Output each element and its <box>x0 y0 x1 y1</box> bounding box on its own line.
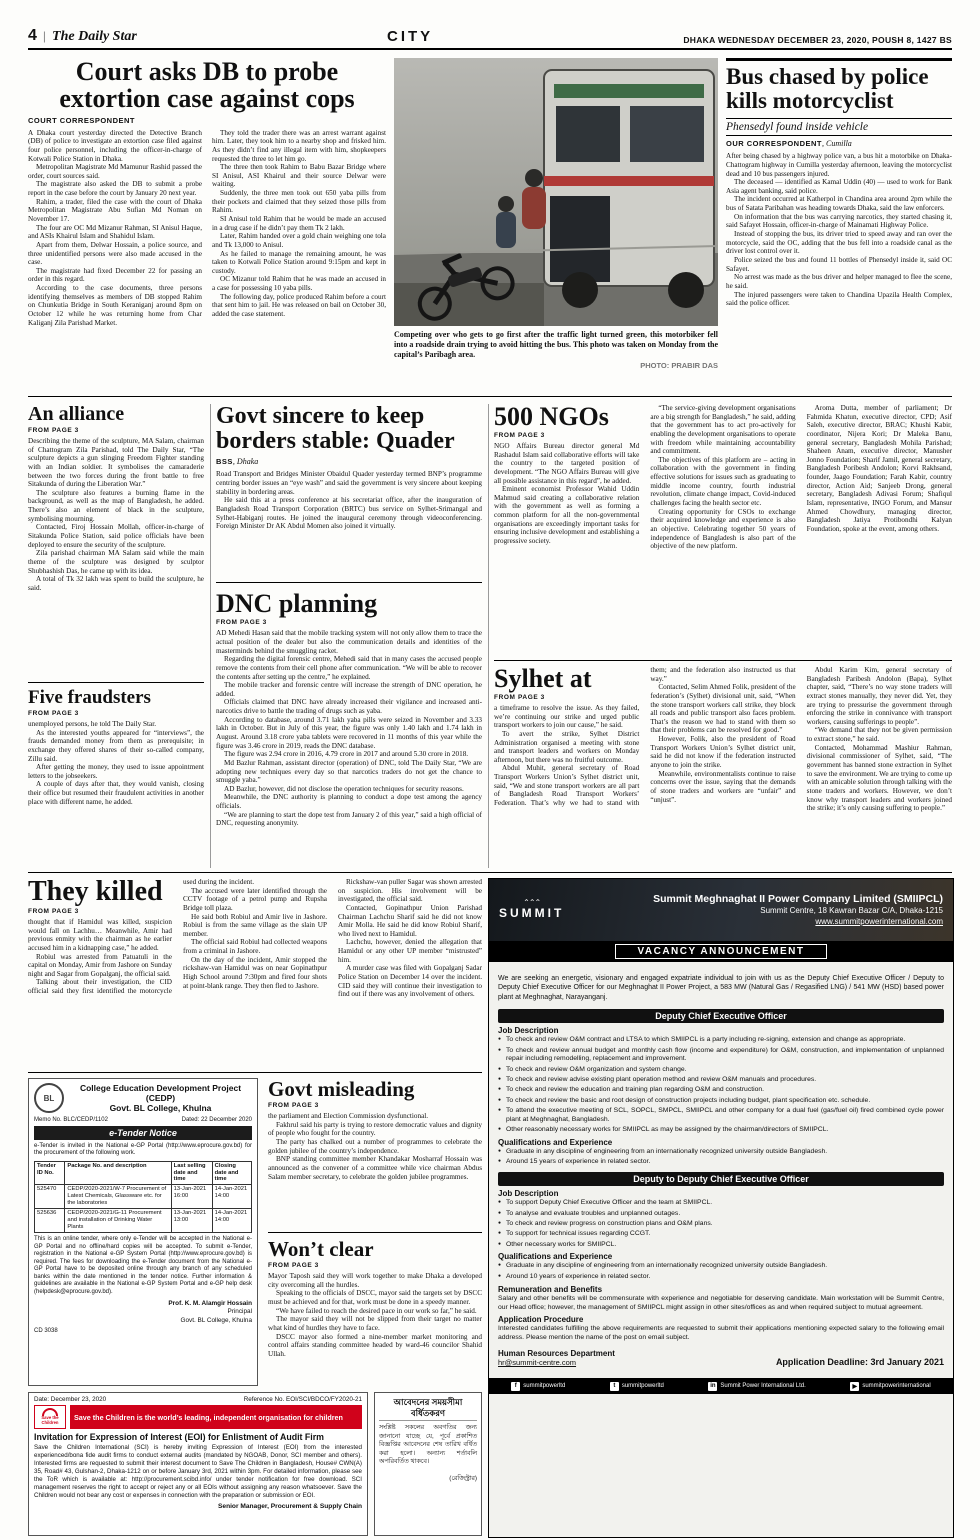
quader-byline-agency: BSS <box>216 457 233 467</box>
they-killed-headline: They killed <box>28 878 163 907</box>
paragraph: On information that the bus was carrying narcotics, they started chasing it, said Safayet Hossain, officer-in-charge of Mainamati Highway Police. <box>726 212 952 230</box>
article-ngos <box>494 404 952 654</box>
post1-qual-list <box>498 1148 944 1167</box>
paragraph: The party has chalked out a number of programmes to celebrate the golden jubilee of the country’s independence. <box>268 1137 482 1155</box>
summit-intro: We are seeking an energetic, visionary and engaged expatriate individual to join with us as the Deputy Chief Executive Officer / Deputy to Deputy Chief Executive Officer for our Meghnaghat II Power Project, a 583 MW (Natural Gas / Regasified LNG) / 541 MW (HSD) based power plant at Meghnaghat, Narayanganj. <box>498 975 944 1001</box>
list-item: ● To attend the executive meeting of SCL, SOPCL, SMPCL, SMIIPCL and other company for a dual fuel (gas/fuel oil) fired combined cycle power plant at Meghnaghat, Bangladesh. <box>498 1107 944 1125</box>
paragraph: The deceased — identified as Kamal Uddin (40) — used to work for Bank Asia agent banking, said police. <box>726 178 952 195</box>
court-body <box>28 129 386 385</box>
facebook-handle: summitpowerltd <box>523 1383 566 1390</box>
paragraph: Instead of stopping the bus, its driver tried to speed away and ran over the motorcycle, said the OC, adding that the bus fell into a roadside canal as the driver lost control over it. <box>726 230 952 256</box>
photo-credit: PHOTO: PRABIR DAS <box>640 361 718 370</box>
accident-photo-art <box>394 58 718 326</box>
photo-caption: Competing over who gets to go first after the traffic light turned green, this motorbiker fell into a roadside drain trying to avoid hitting the bus. This photo was taken on Monday from the capital’s Paribagh area. <box>394 330 718 359</box>
list-item: ● Graduate in any discipline of engineering from an internationally recognized university outside Bangladesh. <box>498 1262 944 1271</box>
stc-tagline: Save the Children is the world’s leading, independent organisation for children <box>70 1405 362 1429</box>
paragraph: The figure was 2.94 crore in 2016, 4.79 crore in 2017 and around 5.30 crore in 2018. <box>224 750 469 759</box>
masthead-separator: | <box>42 29 47 43</box>
paragraph: Abdul Muhit, general secretary of Road Transport Workers Union’s Sylhet district unit, said, “We and stone transport workers are all part of Bangladesh Road Transport Workers’ Federation. That’s why we had to stand with them; and the federation also instructed us that way.” <box>494 666 796 808</box>
paragraph: Meanwhile, environmentalists continue to raise concerns over the issue, saying that the demands of stone traders and workers are “unfair” and “unjust”. <box>650 769 796 804</box>
paragraph: On the day of the incident, Amir stopped the rickshaw-van Hamidul was on near Gopinathpur High School around 7:30pm and fired four shots at point-blank range. They then fled to Jashore. <box>183 955 327 990</box>
paragraph: The official said Robiul had collected weapons from a criminal in Jashore. <box>183 938 327 956</box>
paragraph: Mayor Taposh said they will work together to make Dhaka a developed city overcoming all the hurdles. <box>268 1272 482 1289</box>
cedp-row1-pkg: CEDP/2020-2021/W-7 Procurement of Latest Chemicals, Glassware etc. for the laboratories <box>65 1185 171 1209</box>
paragraph: Regarding the digital forensic centre, Mehedi said that in many cases the accused people remove the contents from their cell phone after communication. “We will be able to recover the contents after setting up the centre,” he explained. <box>216 655 482 681</box>
paragraph: Metropolitan Magistrate Md Mamunur Rashid passed the order, court sources said. <box>28 163 202 180</box>
ngos-headline: 500 NGOs <box>494 404 609 431</box>
cedp-intro: e-Tender is invited in the National e-GP Portal (http://www.eprocure.gov.bd) for the procurement of the following work. <box>34 1142 252 1157</box>
list-item: ● Graduate in any discipline of engineering from an internationally recognized university outside Bangladesh. <box>498 1148 944 1157</box>
rule-misleading-wont <box>268 1232 482 1233</box>
table-row <box>35 1185 252 1209</box>
misleading-body <box>268 1112 482 1220</box>
paragraph: Aroma Dutta, member of parliament; Dr Fahmida Khatun, executive director, CPD; Asif Saleh, executive director, BRAC; Khushi Kabir, coordinator, Nijera Kori; Dr Maleka Banu, general secretary, Bangladesh Mohila Parishad; Shaheen Anam, executive director, Manusher Jonno Foundation; Sharif Jamil, general secretary, Bangladesh Poribesh Andolon; Korvi Rakhsand, founder, Jaago Foundation; Farah Kabir, country director, Action Aid; Sanjeeb Drong, general secretary, Bangladesh Adivasi Forum; Shafiqul Islam, representative, INGO Forum, and Mansur Ahmed Chowdhury, managing director, Bangladesh Jatiya Protibondhi Kalyan Foundation, spoke at the event, among others. <box>806 404 952 533</box>
paragraph: Robiul was arrested from Patuatuli in the capital on Monday, Amir from Jashore on Sunday night and Sagar from Gopalganj, the official said. <box>28 952 172 978</box>
vrule-a-b <box>210 404 211 868</box>
rule-quader-dnc <box>216 582 482 583</box>
ngos-kicker: FROM PAGE 3 <box>494 432 545 439</box>
paragraph: The objectives of this platform are – acting in collaboration with the government in finding effective solutions for issues such as graduating to middle income country, fourth industrial revolution, climate change impact, Covid-induced challenges facing the health sector etc. <box>650 455 796 508</box>
vacancy-bar <box>489 941 953 962</box>
stc-invite-title: Invitation for Expression of Interest (EOI) for Enlistment of Audit Firm <box>34 1432 324 1442</box>
cedp-note: This is an online tender, where only e-Tender will be accepted in the National e-GP Portal and no offline/hard copies will be accepted. To submit e-Tender, registration in the National e-GP System Portal (http://www.eprocure.gov.bd) is required. The fees for downloading the e-Tender document from the National e-GP Portal have to be deposited online through any branch of any scheduled banks within the date mentioned in the tender notice. Further information & guidelines are available in the National e-GP System Portal and e-GP help desk (helpdesk@eprocure.gov.bd). <box>34 1236 252 1295</box>
sylhet-headline: Sylhet at <box>494 666 592 693</box>
paragraph: Zila parishad chairman MA Salam said while the main theme of the sculpture was designed by sculptor Shubhashish Das, he came up with its idea. <box>28 549 204 575</box>
list-item: ● To check and review advise existing plant operation method and review O&M manuals and procedures. <box>498 1076 944 1085</box>
paragraph: Officials claimed that DNC have already increased their vigilance and increased anti-narcotics drive to battle the trading of drugs such as yaba. <box>216 698 482 716</box>
paragraph: Contacted, Gopinathpur Union Parishad Chairman Lachchu Sharif said he did not know Amir Molla. He said he did know Robiul Sharif, who lived next to Hamidul. <box>338 903 482 938</box>
article-bus <box>726 58 952 390</box>
post1-qual-label: Qualifications and Experience <box>498 1138 613 1148</box>
alliance-body <box>28 437 204 675</box>
summit-social-bar <box>489 1378 953 1394</box>
list-item: ● To check and review O&M organization and system change. <box>498 1066 944 1075</box>
list-item: ● Other reasonably necessary works for SMIIPCL as may be assigned by the chairman/directors of SMIIPCL. <box>498 1126 944 1135</box>
paragraph: The injured passengers were taken to Chandina Upazila Health Complex, said the police officer. <box>726 290 952 308</box>
social-twitter[interactable] <box>610 1382 664 1391</box>
paragraph: As he failed to manage the remaining amount, he was taken to Kotwali Police Station around 9:15pm and kept in custody. <box>212 249 386 275</box>
table-row <box>35 1209 252 1233</box>
court-headline: Court asks DB to probe extortion case against cops <box>59 57 355 114</box>
youtube-icon: ▶ <box>850 1382 859 1391</box>
stc-signature: Senior Manager, Procurement & Supply Chain <box>218 1503 362 1511</box>
paragraph: thought that if Hamidul was killed, suspicion would fall on Lachhu… Meanwhile, Amir had previous enmity with the chairman as he earlier accused him in a kidnapping case,” he added. <box>28 918 172 952</box>
stc-reference: Reference No. EOI/SCI/BDCO/FY2020-21 <box>243 1396 362 1403</box>
save-children-logo-icon <box>34 1405 66 1429</box>
paragraph: Contacted, Firoj Hossain Mollah, officer-in-charge of Sitakunda Police Station, said police officials have been deployed to ensure the security of the sculpture. <box>28 523 204 549</box>
misleading-kicker: FROM PAGE 3 <box>268 1102 319 1110</box>
bus-byline-name: OUR CORRESPONDENT <box>726 139 823 149</box>
linkedin-icon: in <box>710 1383 716 1390</box>
paragraph: According to database, around 3.71 lakh yaba pills were seized in November and 3.33 lakh in October. But in July of this year, the figure was only 1.40 lakh and 1.74 lakh in August. Around 3.18 crore yaba tablets were recovered in 11 months of this year while the figure was 3.46 crore in 2019, reads the DNC database. <box>216 715 482 750</box>
paragraph: BNP standing committee member Khandakar Mosharraf Hossain was announced as the convener of a committee while vice chairman Abdus Salam member secretary, to celebrate the golden jubilee programmes. <box>268 1155 482 1181</box>
cedp-org-line1: College Education Development Project (CEDP) <box>79 1083 242 1104</box>
quader-byline-location: , Dhaka <box>232 457 259 467</box>
paragraph: Contacted, Selim Ahmed Folik, president of the federation’s (Sylhet) divisional unit, said, “When the stone transport workers call strike, they block all roads and public transport also faces problem. That’s the reason we had to stand with them so that their problems can be resolved for good.” <box>650 683 796 735</box>
paper-name: The Daily Star <box>52 29 137 44</box>
ngos-heading-block <box>494 404 639 439</box>
wont-clear-headline: Won’t clear <box>268 1237 374 1261</box>
paragraph: “The service-giving development organisations are a big strength for Bangladesh,” he said, adding that the government has to act pro-actively for enabling the development organisations to operate with freedom while maintaining accountability and commitment. <box>650 404 796 456</box>
vrule-b-c <box>488 404 489 868</box>
wont-clear-body <box>268 1272 482 1384</box>
paragraph: After getting the money, they used to issue appointment letters to the jobseekers. <box>28 763 204 780</box>
paragraph: Police seized the bus and found 11 bottles of Phensedyl inside it, said OC Safayet. <box>726 255 952 273</box>
vacancy-title: VACANCY ANNOUNCEMENT <box>615 944 827 959</box>
article-they-killed <box>28 878 482 1068</box>
paragraph: DSCC mayor also formed a nine-member market monitoring and control affairs standing committee headed by ward-46 councilor Shahid Ullah. <box>268 1332 482 1358</box>
paragraph: Meanwhile, the DNC authority is planning to conduct a dope test among the agency officials. <box>216 793 482 811</box>
paragraph: A Dhaka court yesterday directed the Detective Branch (DB) of police to investigate an extortion case filed against four police personnel, including the officer-in-charge of Kotwali Police Station in Dhaka. <box>28 128 202 163</box>
etender-notice-bar: e-Tender Notice <box>34 1126 252 1140</box>
cedp-row1-last: 13-Jan-2021 16:00 <box>171 1185 212 1209</box>
youtube-handle: summitpowerinternational <box>862 1383 931 1390</box>
cedp-row2-id: 525636 <box>35 1209 65 1233</box>
fraudsters-body <box>28 720 204 860</box>
cedp-row1-id: 525470 <box>35 1185 65 1209</box>
section-rule-mid <box>28 872 952 873</box>
article-fraudsters <box>28 688 204 860</box>
paragraph: The incident occurred at Katherpol in Chandina area around 2pm while the bus of Satata Paribahan was heading towards Dhaka, said the law enforcers. <box>726 195 952 213</box>
photo-block <box>394 58 718 370</box>
facebook-icon: f <box>511 1382 520 1391</box>
cedp-crest-icon: BL <box>34 1083 64 1113</box>
bn-title-line1: আবেদনের সময়সীমা <box>393 1397 463 1407</box>
quader-body <box>216 470 482 572</box>
list-item: ● Around 15 years of experience in related sector. <box>498 1158 944 1167</box>
article-sylhet <box>494 666 952 866</box>
list-item: ● To analyse and evaluate troubles and unplanned outages. <box>498 1210 944 1219</box>
paragraph: Eminent economist Professor Wahid Uddin Mahmud said creating a collaborative relation with the government as well as forming a common platform for all the non-governmental organisations are exceedingly important tasks for ensuring inclusive development and establishing a progressive society. <box>494 485 640 546</box>
summit-logo-chevrons: ⌃⌃⌃ <box>523 898 541 907</box>
paragraph: Talking about their investigation, the CID official said they first identified the motorcycle used during the incident. <box>28 878 255 996</box>
paragraph: A total of Tk 32 lakh was spent to build the sculpture, he said. <box>28 575 204 592</box>
list-item: ● To support Deputy Chief Executive Officer and the team at SMIIPCL. <box>498 1199 944 1208</box>
paragraph: Md Bazlur Rahman, assistant director (operation) of DNC, told The Daily Star, “We are adopting new techniques every day so that narcotics traders do not get the chance to smuggle yaba.” <box>216 758 482 785</box>
paragraph: No arrest was made as the bus driver and helper managed to flee the scene, he said. <box>726 273 952 290</box>
paragraph: The magistrate also asked the DB to submit a probe report in the case before the court by January 20 next year. <box>28 180 202 198</box>
paragraph: the parliament and Election Commission dysfunctional. <box>268 1112 429 1121</box>
remuneration-text: Salary and other benefits will be commensurate with experience and negotiable for deserving candidate. Main workstation will be Summit Centre, our Head office; however, the management of SMIIPCL might assign in other sites/offices as and when required subject to mutual agreement. <box>498 1294 944 1311</box>
paragraph: The four are OC Md Mizanur Rahman, SI Anisul Haque, and ASIs Khairul Islam and Shahidul Islam. <box>28 223 202 241</box>
article-alliance <box>28 404 204 675</box>
paragraph: Road Transport and Bridges Minister Obaidul Quader yesterday termed BNP’s programme centring border issues an “eye wash” and said the government is very sincere about keeping stability in bordering areas. <box>216 470 482 496</box>
stc-logo-text: Save the Children <box>41 1415 59 1425</box>
post1-job-label: Job Description <box>498 1026 559 1036</box>
cedp-col-id: Tender ID No. <box>35 1161 65 1185</box>
summit-company-name: Summit Meghnaghat II Power Company Limited (SMIIPCL) <box>653 893 943 906</box>
list-item: ● To check and review the basic and root design of construction projects including budget, plant specification etc. schedule. <box>498 1097 944 1106</box>
paragraph: Suddenly, the three men took out 650 yaba pills from their pockets and claimed that they seized those pills from Rahim. <box>212 189 386 215</box>
twitter-icon: t <box>610 1382 619 1391</box>
summit-logo-word: SUMMIT <box>499 906 565 920</box>
rule-ngos-sylhet <box>494 660 952 661</box>
masthead <box>28 24 952 50</box>
post2-job-list <box>498 1199 944 1249</box>
cedp-date: Dated: 22 December 2020 <box>181 1116 252 1123</box>
cedp-tender-table <box>34 1161 252 1234</box>
paragraph: The mobile tracker and forensic centre will increase the strength of DNC operation, he added. <box>216 681 482 698</box>
alliance-headline: An alliance <box>28 403 125 425</box>
social-facebook[interactable] <box>511 1382 565 1391</box>
social-youtube[interactable] <box>850 1382 930 1391</box>
paragraph: Lachchu, however, denied the allegation that Hamidul or any other UP member “mistrusted” him. <box>338 938 482 964</box>
list-item: ● To check and review the education and training plan regarding O&M and construction. <box>498 1086 944 1095</box>
rule-alliance-fraud <box>28 682 204 683</box>
cedp-sign-org: Govt. BL College, Khulna <box>180 1316 252 1324</box>
list-item: ● Around 10 years of experience in related sector. <box>498 1273 944 1282</box>
paragraph: “We demand that they not be given permission to extract stone,” he said. <box>806 726 952 744</box>
cedp-tender-ad <box>28 1078 258 1386</box>
post2-qual-label: Qualifications and Experience <box>498 1252 613 1262</box>
application-deadline: Application Deadline: 3rd January 2021 <box>775 1357 944 1368</box>
paragraph: He said both Robiul and Amir live in Jashore. Robiul is from the same village as the slain UP member. <box>183 912 327 938</box>
bengali-notice-ad <box>374 1392 482 1536</box>
summit-website-link[interactable]: www.summitpowerinternational.com <box>815 917 943 927</box>
bus-body <box>726 152 952 390</box>
paragraph: The accused were later identified through the CCTV footage of a petrol pump and Rupsha Bridge toll plaza. <box>183 886 327 912</box>
paragraph: “We have failed to reach the desired pace in our work so far,” he said. <box>276 1306 477 1315</box>
bn-signature: (রেজিস্ট্রার) <box>449 1474 477 1482</box>
paragraph: Apart from them, Delwar Hossain, a police source, and three unidentified persons were also made accused in the case. <box>28 240 202 267</box>
procedure-text: Interested candidates fulfilling the above requirements are requested to submit their applications mentioning expected salary to the following email address. Please mention the name of the post on email subject. <box>498 1325 944 1342</box>
paragraph: To avert the strike, Sylhet District Administration organised a meeting with stone and transport leaders and workers on Monday afternoon, but there was no fruitful outcome. <box>494 729 640 764</box>
paragraph: The three then took Rahim to Babu Bazar Bridge where SI Anisul, ASI Khairul and their source Delwar were waiting. <box>212 163 386 189</box>
bus-byline <box>726 139 952 148</box>
dnc-kicker: FROM PAGE 3 <box>216 619 267 627</box>
bn-title-line2: বর্ধিতকরণ <box>410 1407 446 1418</box>
cedp-col-close: Closing date and time <box>212 1161 251 1185</box>
paragraph: Creating opportunity for CSOs to exchange their acquired knowledge and experience is also an objective. Celebrating together 50 years of independence of Bangladesh is also part of the objective of the new platform. <box>650 507 796 551</box>
procedure-label: Application Procedure <box>498 1315 584 1325</box>
court-byline <box>28 116 386 125</box>
paragraph: As the interested youths appeared for “interviews”, the frauds demanded money from them as prerequisite; in exchange they offered shares of their so-called company, Zillu said. <box>28 728 204 763</box>
summit-vacancy-ad <box>488 878 954 1538</box>
linkedin-handle: Summit Power International Ltd. <box>720 1383 806 1390</box>
cedp-col-last: Last selling date and time <box>171 1161 212 1185</box>
accident-photo <box>394 58 718 326</box>
paragraph: The magistrate had fixed December 22 for passing an order in this regard. <box>28 266 202 284</box>
stc-body: Save the Children International (SCI) is hereby inviting Expression of Interest (EOI) from the interested experienced/bona fide audit firms to conduct external audits (mandated by NGOAB, Donor, SCI member and others). Interested firms are requested to submit their interest document to Save The Children in Bangladesh, House# CWN(A) 35, Road# 43, Gulshan-2, Dhaka-1212 on or before January 3rd, 2021 within 3pm. For detailed information, please see the ToR which is available at: http://procurement.scibd.info/ under tender notification for free download. SCI management reserves the right to accept or reject any or all EOIs without assigning any reason whatsoever. Save the Children would not bear any cost or expenses in connection with the preparation or submission or EOI. <box>34 1444 362 1500</box>
dateline: DHAKA WEDNESDAY DECEMBER 23, 2020, POUSH 8, 1427 BS <box>683 35 952 45</box>
bus-top-rule <box>726 58 952 61</box>
article-dnc <box>216 590 482 861</box>
paragraph: After being chased by a highway police van, a bus hit a motorbike on Dhaka-Chattogram highway in Cumilla yesterday afternoon, leaving the motorcyclist dead and 10 bus passengers injured. <box>726 152 952 178</box>
list-item: ● To check and review progress on construction plans and O&M plans. <box>498 1220 944 1229</box>
paragraph: They told the trader there was an arrest warrant against him. Later, they took him to a nearby shop and frisked him. As they didn’t find any illegal item with him, shopkeepers requested the three to let him go. <box>212 128 386 163</box>
cedp-row1-close: 14-Jan-2021 14:00 <box>212 1185 251 1209</box>
quader-byline <box>216 457 482 466</box>
paragraph: Later, Rahim handed over a gold chain weighing one tola and Tk 13,000 to Anisul. <box>212 232 386 249</box>
paragraph: The mayor said they will not be slipped from their target no matter what kind of hurdles they have to face. <box>268 1315 482 1332</box>
misleading-headline: Govt misleading <box>268 1077 415 1101</box>
paragraph: The following day, police produced Rahim before a court that sent him to jail. He was released on bail on October 30, added the case statement. <box>212 292 386 319</box>
paragraph: A couple of days after that, they would vanish, closing their office but resumed their fraudulent activities in another place with different name, he added. <box>28 780 204 806</box>
paragraph: Rickshaw-van puller Sagar was shown arrested on suspicion. His involvement will be investigated, the official said. <box>338 878 482 904</box>
court-byline-name: COURT CORRESPONDENT <box>28 115 136 125</box>
paragraph: Contacted, Mohammad Mashiur Rahman, divisional commissioner of Sylhet, said, “The government has banned stone extraction in Sylhet to save the environment. We are trying to come up with an amicable solution through talking with the stone traders and workers. However, we don’t know why transport leaders and workers joined the strike; it’s only causing suffering to people.” <box>806 743 952 813</box>
list-item: ● To check and review annual budget and monthly cash flow (income and expenditure) for O&M, construction, and implementation of unplanned repair including remodelling, replacement and improvement. <box>498 1047 944 1065</box>
paragraph: unemployed persons, he told The Daily Star. <box>28 719 157 728</box>
article-quader <box>216 404 482 572</box>
bus-headline: Bus chased by police kills motorcyclist <box>726 64 929 114</box>
social-linkedin[interactable] <box>708 1382 805 1391</box>
hr-department: Human Resources Department <box>498 1349 615 1359</box>
dnc-body <box>216 629 482 861</box>
post2-title-bar: Deputy to Deputy Chief Executive Officer <box>498 1172 944 1186</box>
cedp-sign-title: Principal <box>227 1308 252 1316</box>
paragraph: A murder case was filed with Gopalganj Sadar Police Station on December 14 over the incident. CID said they will continue their investigation to find out if there was any involvement of others. <box>338 964 482 999</box>
paragraph: Fakhrul said his party is trying to restore democratic values and dignity of people who fought for the country. <box>268 1120 482 1138</box>
article-wont-clear <box>268 1238 482 1384</box>
paragraph: AD Bazlur, however, did not disclose the operation techniques for security reasons. <box>224 784 464 793</box>
wont-clear-kicker: FROM PAGE 3 <box>268 1262 319 1270</box>
paragraph: “We are planning to start the dope test from January 2 of this year,” said a high official of DNC, requesting anonymity. <box>216 810 482 828</box>
alliance-kicker: FROM PAGE 3 <box>28 427 79 434</box>
rule-they-killed-bottom <box>28 1072 482 1073</box>
cedp-row2-close: 14-Jan-2021 14:00 <box>212 1209 251 1233</box>
post2-job-label: Job Description <box>498 1189 559 1199</box>
cedp-row2-pkg: CEDP/2020-2021/G-11 Procurement and installation of Drinking Water Plants <box>65 1209 171 1233</box>
hr-email-link[interactable]: hr@summit-centre.com <box>498 1358 577 1368</box>
twitter-handle: summitpowerltd <box>621 1383 664 1390</box>
paragraph: Describing the theme of the sculpture, MA Salam, chairman of Chattogram Zila Parishad, told The Daily Star, “The sculpture depicts a gun slinging Freedom Fighter standing with an Indian soldier. It symbolises the camaraderie between the two forces during the front battle to free Sitakunda of during the Liberation War.” <box>28 437 204 489</box>
sylhet-heading-block <box>494 666 639 701</box>
post1-job-list <box>498 1036 944 1135</box>
paragraph: a timeframe to resolve the issue. As they failed, we’re continuing our strike and urged public transport workers to join our cause,” he said. <box>494 704 640 730</box>
paragraph: Rahim, a trader, filed the case with the court of Dhaka Metropolitan Magistrate Abu Sufian Md Noman on November 17. <box>28 197 202 223</box>
article-misleading <box>268 1078 482 1220</box>
paragraph: NGO Affairs Bureau director general Md Rashadul Islam said collaborative efforts will take the country to the targeted position of development. “The NGO Affairs Bureau will give all possible assistance in this regard”, he added. <box>494 442 640 485</box>
article-court <box>28 58 386 385</box>
fraudsters-kicker: FROM PAGE 3 <box>28 709 79 717</box>
save-children-ad <box>28 1392 368 1536</box>
they-killed-kicker: FROM PAGE 3 <box>28 908 79 915</box>
paragraph: OC Mizanur told Rahim that he was made an accused in a case for possessing 10 yaba pills. <box>212 275 386 293</box>
post1-title-bar: Deputy Chief Executive Officer <box>498 1009 944 1023</box>
bus-byline-location: , Cumilla <box>822 139 852 149</box>
quader-headline: Govt sincere to keep borders stable: Quader <box>216 403 455 455</box>
summit-logo-icon <box>499 900 564 920</box>
page-number: 4 <box>28 27 37 44</box>
fraudsters-headline: Five fraudsters <box>28 687 151 708</box>
section-title: CITY <box>386 28 434 45</box>
cedp-memo-no: Memo No. BLC/CEDP/1102 <box>34 1116 108 1123</box>
summit-address: Summit Centre, 18 Kawran Bazar C/A, Dhaka-1215 <box>760 906 943 916</box>
list-item: ● To support for technical issues regarding CCGT. <box>498 1230 944 1239</box>
cedp-cd-number: CD 3038 <box>34 1328 58 1335</box>
cedp-org-line2: Govt. BL College, Khulna <box>109 1103 212 1114</box>
list-item: ● Other necessary works for SMIIPCL. <box>498 1241 944 1250</box>
summit-ad-header <box>489 879 953 941</box>
paragraph: Abdul Karim Kim, general secretary of Bangladesh Paribesh Andolon (Bapa), Sylhet chapter, said, “There’s no way stone traders will extract stones manually, they never did. Yet, they are trying to pressurise the government through enforcing the strike in connivance with transport workers, causing sufferings to people”. <box>806 666 952 726</box>
paragraph: Speaking to the officials of DSCC, mayor said the targets set by DSCC must be achieved and for that, work must be done in a speedy manner. <box>268 1289 482 1306</box>
paragraph: However, Folik, also the president of Road Transport Workers Union’s Sylhet district unit, said he did not know if the federation instructed anyone to join the strike. <box>650 735 796 770</box>
paragraph: AD Mehedi Hasan said that the mobile tracking system will not only allow them to trace the actual position of the dealer but also the communication details and identities of the masterminds behind the smuggling racket. <box>216 629 482 655</box>
paragraph: He said this at a press conference at his secretariat office, after the inauguration of Bangladesh Road Transport Corporation (BRTC) bus service on Sylhet-Srimangal and Sylhet-Habiganj routes. He joined the inaugural ceremony through videoconferencing. Foreign Minister Dr AK Abdul Momen also joined it virtually. <box>216 496 482 531</box>
stc-date: Date: December 23, 2020 <box>34 1396 107 1403</box>
they-killed-heading-block <box>28 878 172 915</box>
paragraph: According to the case documents, three persons identifying themselves as members of DB stopped Rahim on Chunkutia Bridge in South Keraniganj around 8pm on October 12 while he was returning home from Char Kaliganj Zila Parishad Market. <box>28 284 202 327</box>
list-item: ● To check and review O&M contract and LTSA to which SMIIPCL is a party including re-signing, extension and change as appropriate. <box>498 1036 944 1045</box>
dnc-headline: DNC planning <box>216 589 378 618</box>
bus-subhead: Phensedyl found inside vehicle <box>726 118 952 136</box>
section-rule-top <box>28 396 952 397</box>
cedp-row2-last: 13-Jan-2021 13:00 <box>171 1209 212 1233</box>
paragraph: SI Anisul told Rahim that he would be made an accused in a drug case if he didn’t pay them Tk 2 lakh. <box>212 215 386 232</box>
bn-body: সংশ্লিষ্ট সকলের অবগতির জন্য জানানো যাচ্ছে যে, পূর্বে প্রকাশিত বিজ্ঞপ্তির আবেদনের শেষ তারিখ বর্ধিত করা হলো। অন্যান্য শর্তাবলি অপরিবর্তিত থাকবে। <box>379 1424 477 1466</box>
sylhet-kicker: FROM PAGE 3 <box>494 694 545 701</box>
remuneration-label: Remuneration and Benefits <box>498 1284 603 1294</box>
cedp-sign-name: Prof. K. M. Alamgir Hossain <box>168 1300 252 1308</box>
paragraph: The sculpture also features a burning flame in the background, as well as the map of Bangladesh, he added. There’s also an element of black in the sculpture, symbolising mourning. <box>28 488 204 523</box>
post2-qual-list <box>498 1262 944 1281</box>
cedp-col-pkg: Package No. and description <box>65 1161 171 1185</box>
